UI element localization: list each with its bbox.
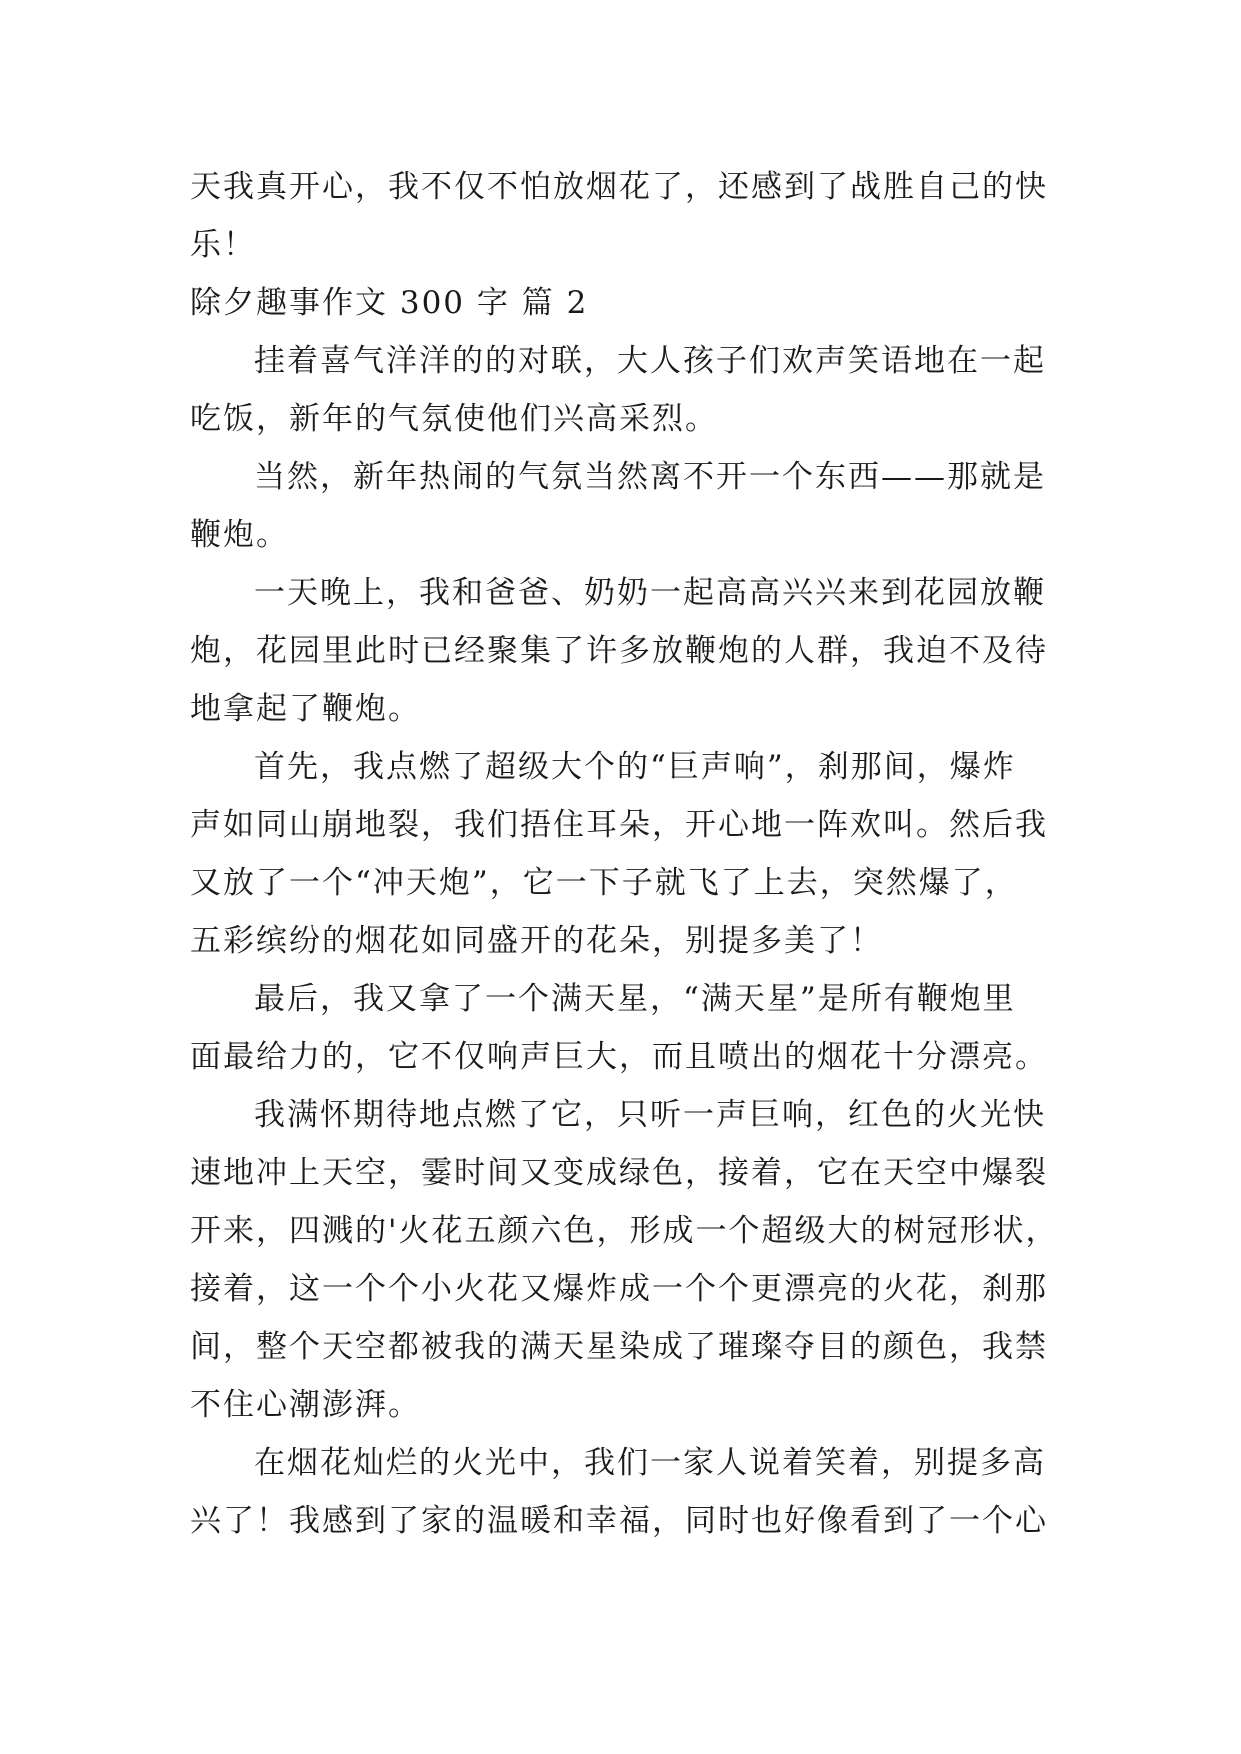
text-line: 速地冲上天空，霎时间又变成绿色，接着，它在天空中爆裂 (190, 1155, 1048, 1191)
text-line: 地拿起了鞭炮。 (190, 691, 421, 727)
paragraph-start: 在烟花灿烂的火光中，我们一家人说着笑着，别提多高 (254, 1445, 1046, 1481)
text-line: 炮，花园里此时已经聚集了许多放鞭炮的人群，我迫不及待 (190, 633, 1048, 669)
text-line: 天我真开心，我不仅不怕放烟花了，还感到了战胜自己的快 (190, 169, 1048, 205)
paragraph-start: 我满怀期待地点燃了它，只听一声巨响，红色的火光快 (254, 1097, 1046, 1133)
paragraph-start: 当然，新年热闹的气氛当然离不开一个东西——那就是 (254, 459, 1046, 495)
paragraph-start: 最后，我又拿了一个满天星，“满天星”是所有鞭炮里 (254, 981, 1016, 1017)
text-line: 吃饭，新年的气氛使他们兴高采烈。 (190, 401, 718, 437)
text-line: 间，整个天空都被我的满天星染成了璀璨夺目的颜色，我禁 (190, 1329, 1048, 1365)
section-heading: 除夕趣事作文 300 字 篇 2 (190, 285, 589, 321)
paragraph-start: 首先，我点燃了超级大个的“巨声响”，刹那间，爆炸 (254, 749, 1016, 785)
document-page (190, 158, 1070, 1550)
text-line: 接着，这一个个小火花又爆炸成一个个更漂亮的火花，刹那 (190, 1271, 1048, 1307)
text-line: 声如同山崩地裂，我们捂住耳朵，开心地一阵欢叫。然后我 (190, 807, 1048, 843)
text-line: 乐！ (190, 227, 256, 263)
text-line: 面最给力的，它不仅响声巨大，而且喷出的烟花十分漂亮。 (190, 1039, 1048, 1075)
text-line: 又放了一个“冲天炮”，它一下子就飞了上去，突然爆了， (190, 865, 1018, 901)
paragraph-start: 挂着喜气洋洋的的对联，大人孩子们欢声笑语地在一起 (254, 343, 1046, 379)
text-line: 鞭炮。 (190, 517, 289, 553)
text-line: 不住心潮澎湃。 (190, 1387, 421, 1423)
text-line: 兴了！我感到了家的温暖和幸福，同时也好像看到了一个心 (190, 1503, 1048, 1539)
text-line: 五彩缤纷的烟花如同盛开的花朵，别提多美了！ (190, 923, 883, 959)
paragraph-start: 一天晚上，我和爸爸、奶奶一起高高兴兴来到花园放鞭 (254, 575, 1046, 611)
text-line: 开来，四溅的'火花五颜六色，形成一个超级大的树冠形状， (190, 1213, 1059, 1249)
